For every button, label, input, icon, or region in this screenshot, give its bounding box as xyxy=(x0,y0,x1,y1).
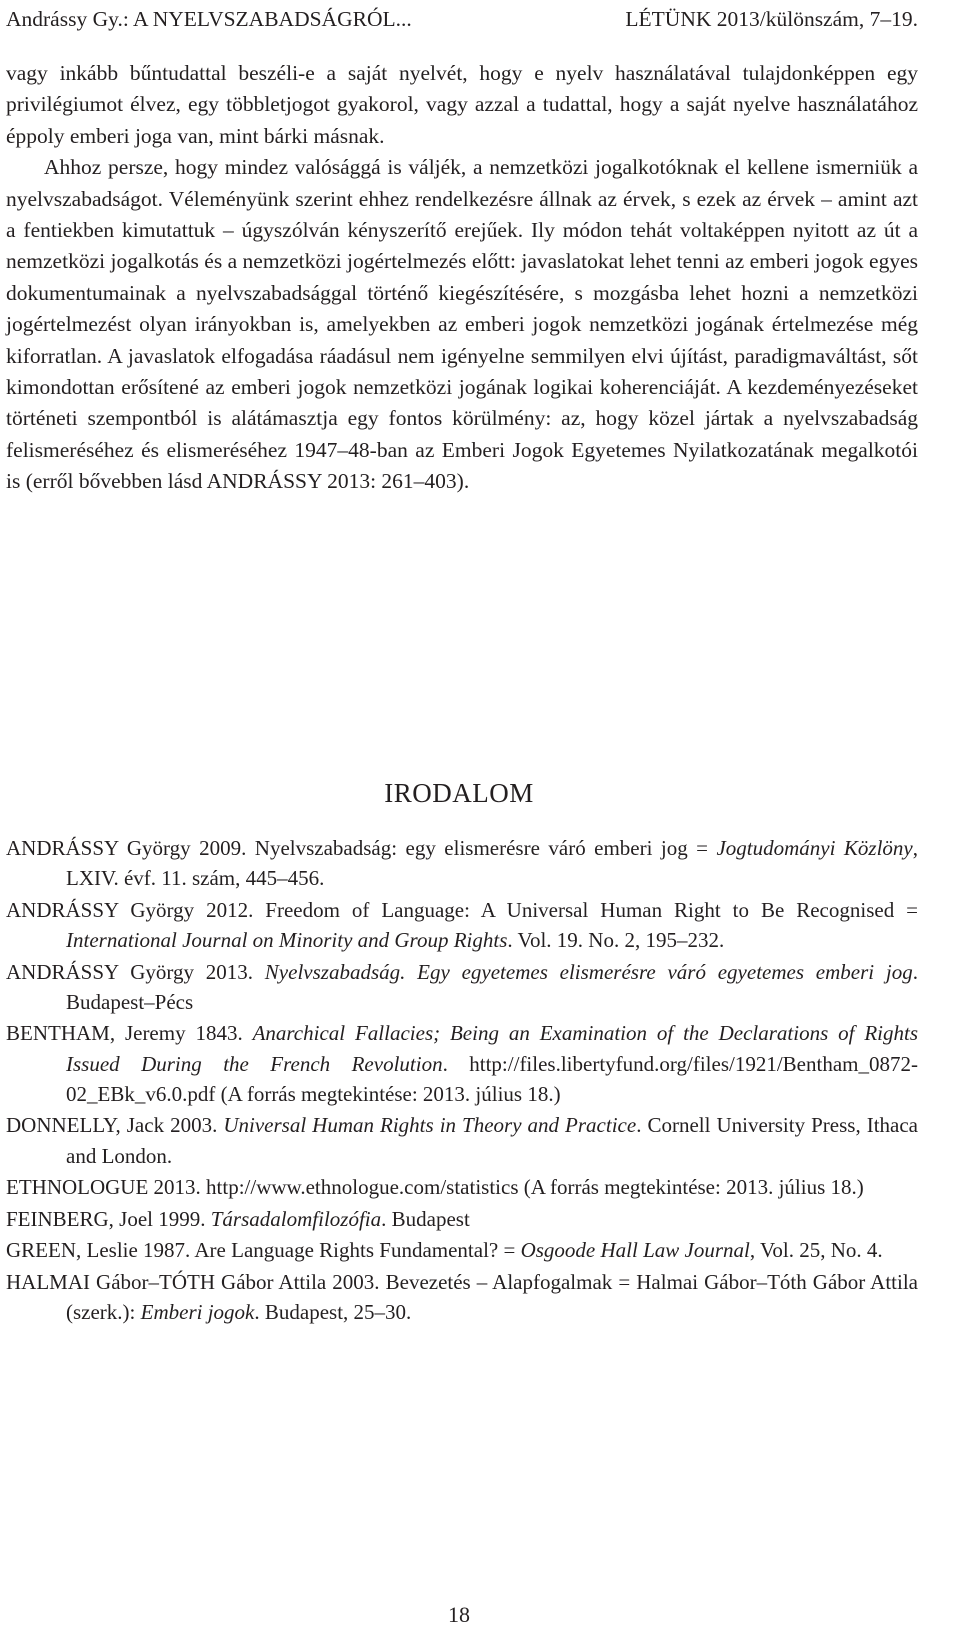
body-text xyxy=(6,58,918,498)
reference-entry: GREEN, Leslie 1987. Are Language Rights Fundamental? = Osgoode Hall Law Journal, Vol. 25, No. 4. xyxy=(6,1238,883,1263)
paragraph-continuation: vagy inkább bűntudattal beszéli-e a saját nyelvét, hogy e nyelv használatával tulajdonképpen egy privilégiumot élvez, egy többletjogot gyakorol, vagy azzal a tudattal, hogy a saját nyelve használatához éppoly emberi joga van, mint bárki másnak. xyxy=(6,61,918,148)
reference-entry: DONNELLY, Jack 2003. Universal Human Rights in Theory and Practice. Cornell University Press, Ithaca and London. xyxy=(6,1113,918,1168)
reference-entry: ANDRÁSSY György 2012. Freedom of Language: A Universal Human Right to Be Recognised = International Journal on Minority and Group Rights. Vol. 19. No. 2, 195–232. xyxy=(6,897,918,952)
reference-entry: ANDRÁSSY György 2009. Nyelvszabadság: egy elismerésre váró emberi jog = Jogtudományi Közlöny, LXIV. évf. 11. szám, 445–456. xyxy=(6,836,918,891)
reference-entry: BENTHAM, Jeremy 1843. Anarchical Fallacies; Being an Examination of the Declarations of Rights Issued During the French Revolution. http://files.libertyfund.org/files/1921/Bentham_0872-02_EBk_v6.0.pdf (A forrás megtekintése: 2013. július 18.) xyxy=(6,1021,918,1106)
reference-entry: ANDRÁSSY György 2013. Nyelvszabadság. Egy egyetemes elismerésre váró egyetemes emberi jog. Budapest–Pécs xyxy=(6,959,918,1014)
reference-list xyxy=(6,833,918,1329)
section-title-irodalom: IRODALOM xyxy=(384,778,534,808)
reference-entry: HALMAI Gábor–TÓTH Gábor Attila 2003. Bevezetés – Alapfogalmak = Halmai Gábor–Tóth Gábor Attila (szerk.): Emberi jogok. Budapest, 25–30. xyxy=(6,1269,918,1325)
header-journal-info: LÉTÜNK 2013/különszám, 7–19. xyxy=(625,7,918,31)
header-author-title: Andrássy Gy.: A NYELVSZABADSÁGRÓL... xyxy=(6,7,412,31)
reference-entry: FEINBERG, Joel 1999. Társadalomfilozófia. Budapest xyxy=(6,1206,470,1231)
reference-entry: ETHNOLOGUE 2013. http://www.ethnologue.com/statistics (A forrás megtekintése: 2013. július 18.) xyxy=(6,1175,864,1200)
paragraph-conclusion: Ahhoz persze, hogy mindez valósággá is váljék, a nemzetközi jogalkotóknak el kellene ismerniük a nyelvszabadságot. Véleményünk szerint ehhez rendelkezésre állnak az érvek, s ezek az érvek – amint azt a fentiekben kimutattuk – úgyszólván kényszerítő erejűek. Ily módon tehát voltaképpen nyitott az út a nemzetközi jogalkotás és a nemzetközi jogértelmezés előtt: javaslatokat lehet tenni az emberi jogok egyes dokumentumainak a nyelvszabadsággal történő kiegészítésére, s mozgásba lehet hozni a nemzetközi jogértelmezést olyan irányokban is, amelyekben az emberi jogok nemzetközi jogának értelmezése még kiforratlan. A javaslatok elfogadása ráadásul nem igényelne semmilyen elvi újítást, paradigmaváltást, sőt kimondottan erősítené az emberi jogok nemzetközi jogának logikai koherenciáját. A kezdeményezéseket történeti szempontból is alátámasztja egy fontos körülmény: az, hogy közel jártak a nyelvszabadság felismeréséhez és elismeréséhez 1947–48-ban az Emberi Jogok Egyetemes Nyilatkozatának megalkotói is (erről bővebben lásd ANDRÁSSY 2013: 261–403). xyxy=(6,155,918,494)
running-header xyxy=(6,4,918,34)
page-number: 18 xyxy=(448,1602,470,1627)
